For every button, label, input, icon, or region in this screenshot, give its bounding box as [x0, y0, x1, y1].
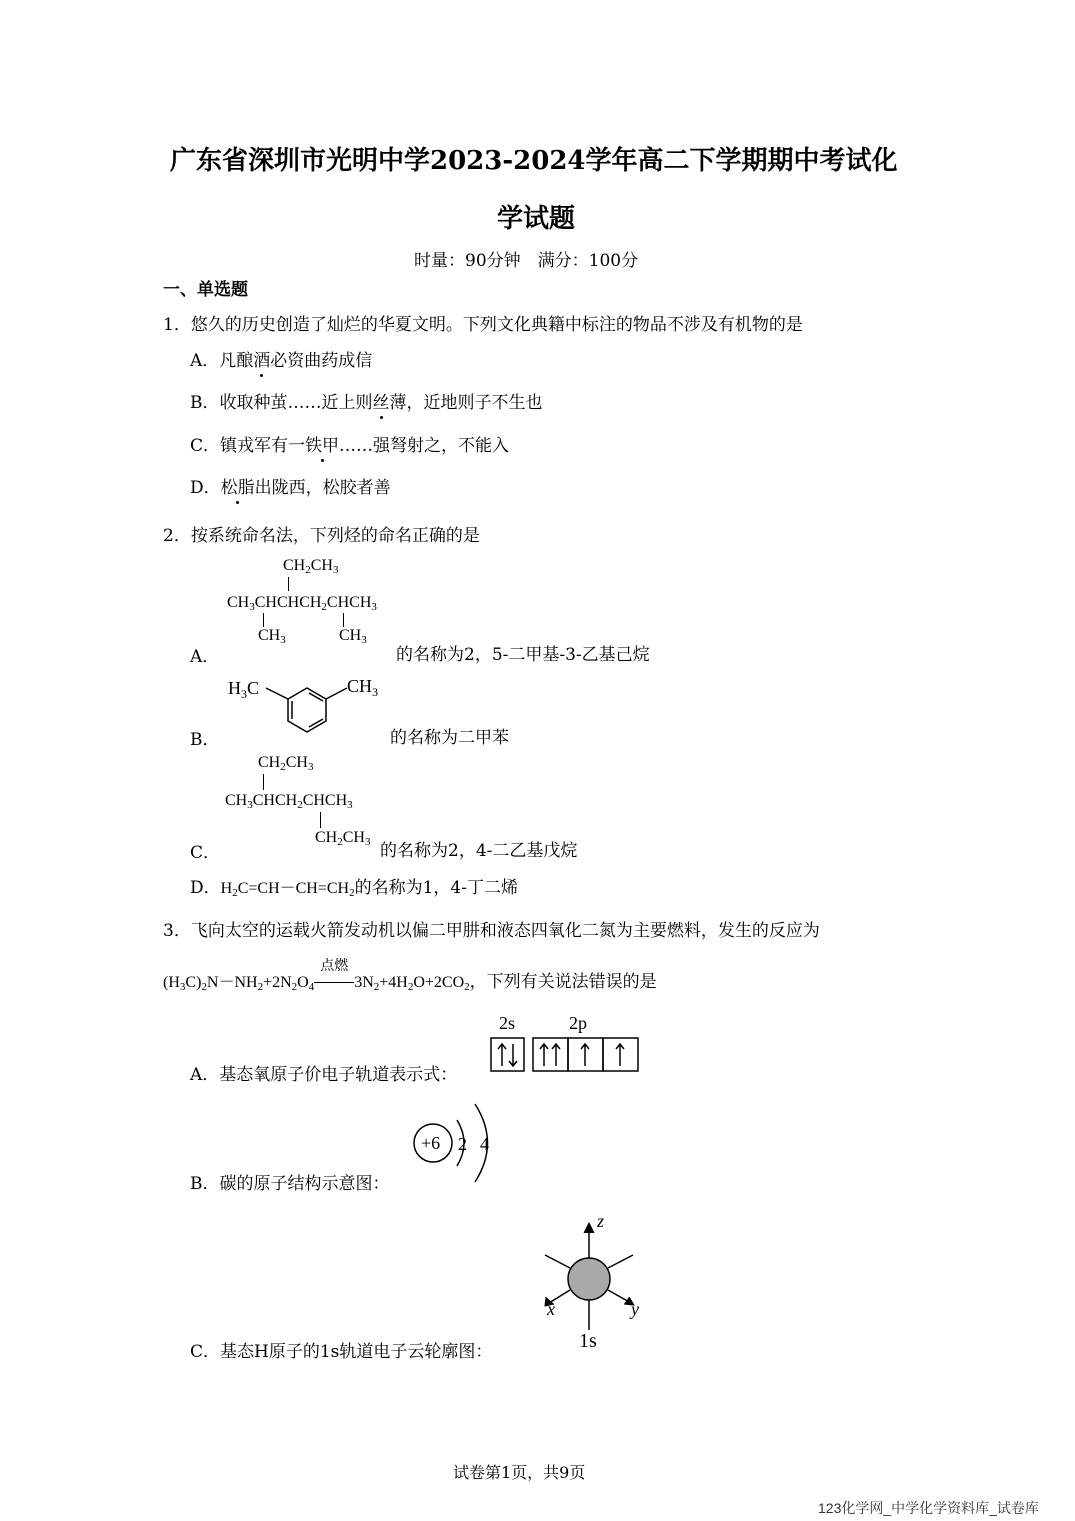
option-text: 薄，近地则子不生也: [389, 393, 543, 413]
arrow-up-icon: [584, 1223, 594, 1233]
option-text: 的名称为1，4-丁二烯: [354, 878, 518, 898]
ethyl-group: $CH_2CH_3$: [315, 829, 371, 848]
arrow-up-icon: [498, 1044, 506, 1066]
formula: $H_2C=CH-CH=CH_2$: [220, 880, 355, 899]
methyl-group: $CH_3$: [258, 627, 286, 646]
orbital-label-2p: 2p: [569, 1013, 587, 1033]
axis-line: [545, 1255, 570, 1268]
option-text: 必资曲药成信: [270, 351, 373, 371]
option-label: C．: [190, 436, 221, 456]
bond-line: [320, 812, 321, 828]
arrow-up-icon: [581, 1044, 589, 1066]
z-label: z: [597, 1211, 605, 1231]
arrow-line: [314, 982, 354, 983]
bond-line: [263, 774, 264, 790]
bond-line: [263, 613, 264, 627]
question-2-option-a-label: A．: [190, 647, 220, 667]
double-bond: [309, 719, 323, 727]
question-3-equation: [163, 958, 657, 993]
arrow-up-icon: [552, 1044, 560, 1066]
orbital-box-2p-1: [533, 1038, 568, 1071]
shell-2-electrons: 4: [480, 1134, 489, 1154]
question-2-option-d: [190, 873, 518, 898]
question-3-option-b: B．碳的原子结构示意图：: [190, 1174, 390, 1194]
x-label: x: [547, 1299, 555, 1319]
question-3-option-c: C．基态H原子的1s轨道电子云轮廓图：: [190, 1342, 493, 1362]
section-heading: 一、单选题: [163, 280, 248, 300]
shell-1-electrons: 2: [458, 1134, 467, 1154]
question-2-stem: 2．按系统命名法，下列烃的命名正确的是: [163, 526, 480, 546]
atomic-structure-diagram: [408, 1098, 503, 1188]
question-1-option-b: [190, 388, 543, 413]
marked-word: 酒: [253, 351, 271, 371]
page-title-line1: 广东省深圳市光明中学2023-2024学年高二下学期期中考试化: [170, 146, 898, 176]
watermark: 123化学网_中学化学资料库_试卷库: [818, 1500, 1039, 1516]
orbital-diagram: [488, 1010, 643, 1075]
double-bond: [309, 693, 323, 701]
question-2-option-c-label: C．: [190, 843, 221, 863]
question-1-option-c: [190, 431, 509, 456]
question-2-option-b-name: 的名称为二甲苯: [390, 728, 509, 748]
orbital-label: 1s: [579, 1330, 597, 1352]
option-label: B．: [190, 393, 220, 413]
exam-meta: 时量：90分钟 满分：100分: [414, 251, 639, 271]
orbital-label-2s: 2s: [499, 1013, 516, 1033]
structure-a: [220, 555, 400, 655]
arrow-up-icon: [616, 1044, 624, 1066]
bond-line: [288, 577, 289, 591]
reactants: $(H_3C)_2N-NH_2+2N_2O_4$: [163, 974, 315, 993]
option-text: 出陇西，松胶者善: [254, 478, 391, 498]
ethyl-group: $CH_2CH_3$: [258, 754, 314, 773]
orbital-box-2s: [491, 1038, 524, 1071]
main-chain: $CH_3CHCH_2CHCH_3$: [225, 792, 353, 811]
benzene-structure: [220, 668, 390, 748]
reaction-condition: 点燃: [320, 958, 349, 974]
option-label: D．: [190, 878, 221, 898]
marked-word: 松脂: [220, 478, 255, 498]
option-text: 镇戎军有一: [220, 436, 306, 456]
page-number: 试卷第1页，共9页: [453, 1463, 586, 1482]
question-2-option-c-name: 的名称为2，4-二乙基戊烷: [380, 841, 578, 861]
structure-c: [220, 752, 390, 852]
page-title-line2: 学试题: [497, 204, 576, 234]
marked-word: 丝: [372, 393, 390, 413]
question-3-option-a: A．基态氧原子价电子轨道表示式：: [190, 1065, 458, 1085]
reaction-arrow: [314, 958, 354, 992]
arrow-down-icon: [509, 1044, 517, 1066]
option-label: D．: [190, 478, 221, 498]
bond-line: [343, 613, 344, 627]
option-text: ……强弩射之，不能入: [339, 436, 510, 456]
nucleus-charge: +6: [421, 1133, 441, 1153]
main-chain: $CH_3CHCHCH_2CHCH_3$: [227, 594, 377, 613]
option-text: 收取种茧……近上则: [219, 393, 373, 413]
question-2-option-b-label: B．: [190, 730, 220, 750]
bond-line: [326, 688, 347, 699]
question-1-stem: 1．悠久的历史创造了灿烂的华夏文明。下列文化典籍中标注的物品不涉及有机物的是: [163, 315, 803, 335]
option-text: 凡酿: [219, 351, 254, 371]
option-label: A．: [190, 351, 220, 371]
question-1-option-a: [190, 346, 372, 371]
products: $3N_2+4H_2O+2CO_2$: [354, 974, 470, 993]
ethyl-group: $CH_2CH_3$: [283, 557, 339, 576]
methyl-group-left: $H_3C$: [228, 678, 260, 701]
methyl-group-right: $CH_3$: [347, 676, 379, 699]
orbital-contour-diagram: [535, 1205, 655, 1355]
arrow-up-icon: [540, 1044, 548, 1066]
question-3-stem: 3．飞向太空的运载火箭发动机以偏二甲肼和液态四氧化二氮为主要燃料，发生的反应为: [163, 921, 820, 941]
bond-line: [266, 688, 288, 699]
marked-word: 铁甲: [305, 436, 340, 456]
benzene-ring: [288, 688, 326, 732]
axis-line: [608, 1255, 633, 1268]
question-2-option-a-name: 的名称为2，5-二甲基-3-乙基己烷: [396, 645, 650, 665]
orbital-sphere: [568, 1258, 610, 1300]
stem-tail: ，下列有关说法错误的是: [469, 972, 657, 992]
question-1-option-d: [190, 473, 391, 498]
y-label: y: [631, 1299, 639, 1319]
methyl-group: $CH_3$: [339, 627, 367, 646]
